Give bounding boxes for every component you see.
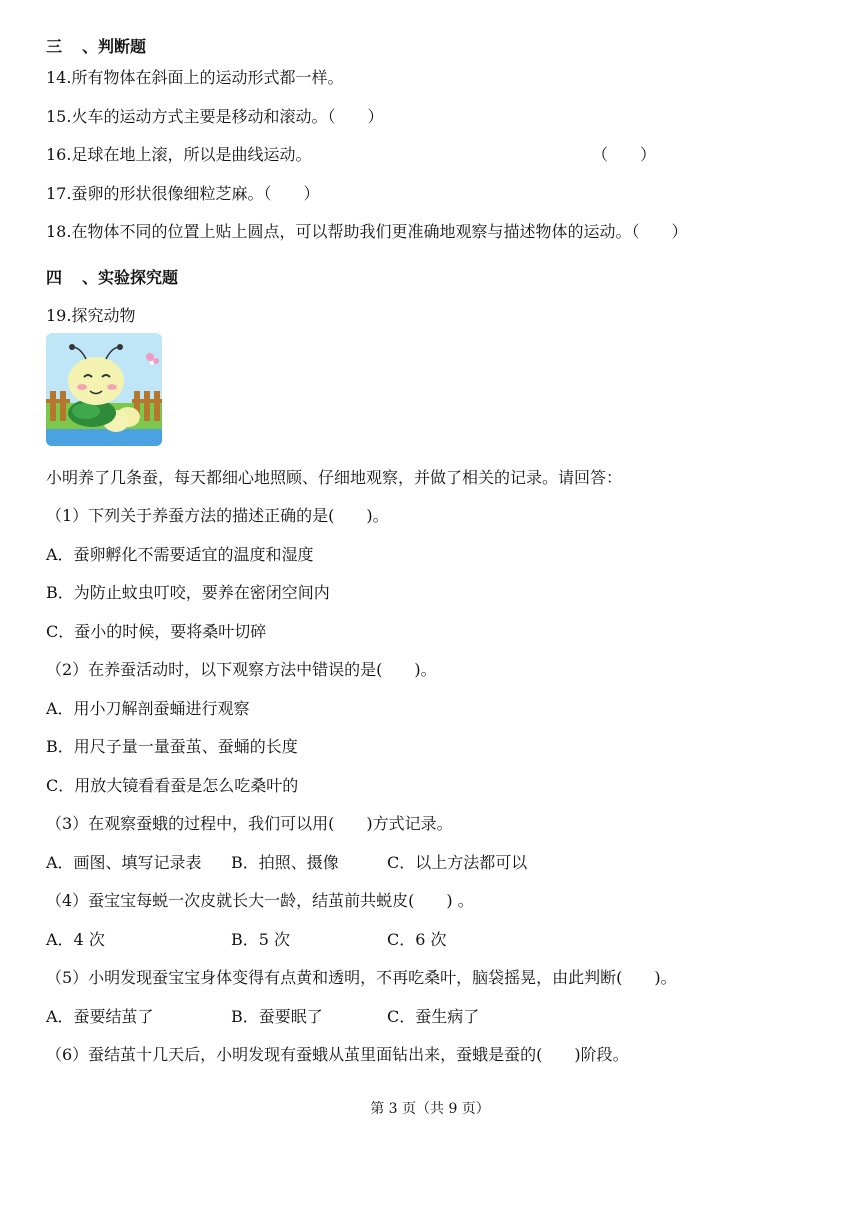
question-14: 14.所有物体在斜面上的运动形式都一样。 (46, 68, 344, 87)
option-5a: A．蚕要结茧了 (46, 1007, 154, 1026)
option-1c: C．蚕小的时候，要将桑叶切碎 (46, 622, 267, 641)
option-1b: B．为防止蚊虫叮咬，要养在密闭空间内 (46, 583, 330, 602)
option-4b: B．5 次 (231, 930, 291, 949)
section-heading-experiment (46, 268, 178, 288)
section-number: 三 (46, 37, 63, 56)
option-3b: B．拍照、摄像 (231, 853, 339, 872)
option-2b: B．用尺子量一量蚕茧、蚕蛹的长度 (46, 737, 298, 756)
option-1a: A．蚕卵孵化不需要适宜的温度和湿度 (46, 545, 314, 564)
section-title: 、判断题 (82, 37, 147, 56)
option-5c: C．蚕生病了 (387, 1007, 480, 1026)
option-2c: C．用放大镜看看蚕是怎么吃桑叶的 (46, 776, 299, 795)
option-3a: A．画图、填写记录表 (46, 853, 202, 872)
sub-question-6: （6）蚕结茧十几天后，小明发现有蚕蛾从茧里面钻出来，蚕蛾是蚕的( )阶段。 (46, 1045, 629, 1064)
question-16-answer-blank: （ ） (592, 145, 657, 164)
question-19-title: 19.探究动物 (46, 306, 136, 325)
question-15: 15.火车的运动方式主要是移动和滚动。（ ） (46, 107, 384, 126)
page-footer: 第 3 页（共 9 页） (370, 1101, 490, 1117)
sub-question-2: （2）在养蚕活动时，以下观察方法中错误的是( )。 (46, 660, 437, 679)
sub-question-5: （5）小明发现蚕宝宝身体变得有点黄和透明，不再吃桑叶，脑袋摇晃，由此判断( )。 (46, 968, 677, 987)
question-19-intro: 小明养了几条蚕，每天都细心地照顾、仔细地观察，并做了相关的记录。请回答： (46, 468, 623, 487)
option-4a: A．4 次 (46, 930, 105, 949)
sub-question-4: （4）蚕宝宝每蜕一次皮就长大一龄，结茧前共蜕皮( ) 。 (46, 891, 474, 910)
section-number: 四 (46, 268, 63, 287)
silkworm-eating-leaf-icon (46, 333, 162, 446)
sub-question-3: （3）在观察蚕蛾的过程中，我们可以用( )方式记录。 (46, 814, 453, 833)
sub-question-1: （1）下列关于养蚕方法的描述正确的是( )。 (46, 506, 389, 525)
section-title: 、实验探究题 (82, 268, 179, 287)
question-18: 18.在物体不同的位置上贴上圆点，可以帮助我们更准确地观察与描述物体的运动。（ ） (46, 222, 688, 241)
option-2a: A．用小刀解剖蚕蛹进行观察 (46, 699, 250, 718)
option-4c: C．6 次 (387, 930, 447, 949)
question-17: 17.蚕卵的形状很像细粒芝麻。（ ） (46, 184, 320, 203)
option-5b: B．蚕要眠了 (231, 1007, 323, 1026)
question-16: 16.足球在地上滚，所以是曲线运动。 (46, 145, 312, 164)
option-3c: C．以上方法都可以 (387, 853, 528, 872)
section-heading-judge (46, 37, 146, 57)
